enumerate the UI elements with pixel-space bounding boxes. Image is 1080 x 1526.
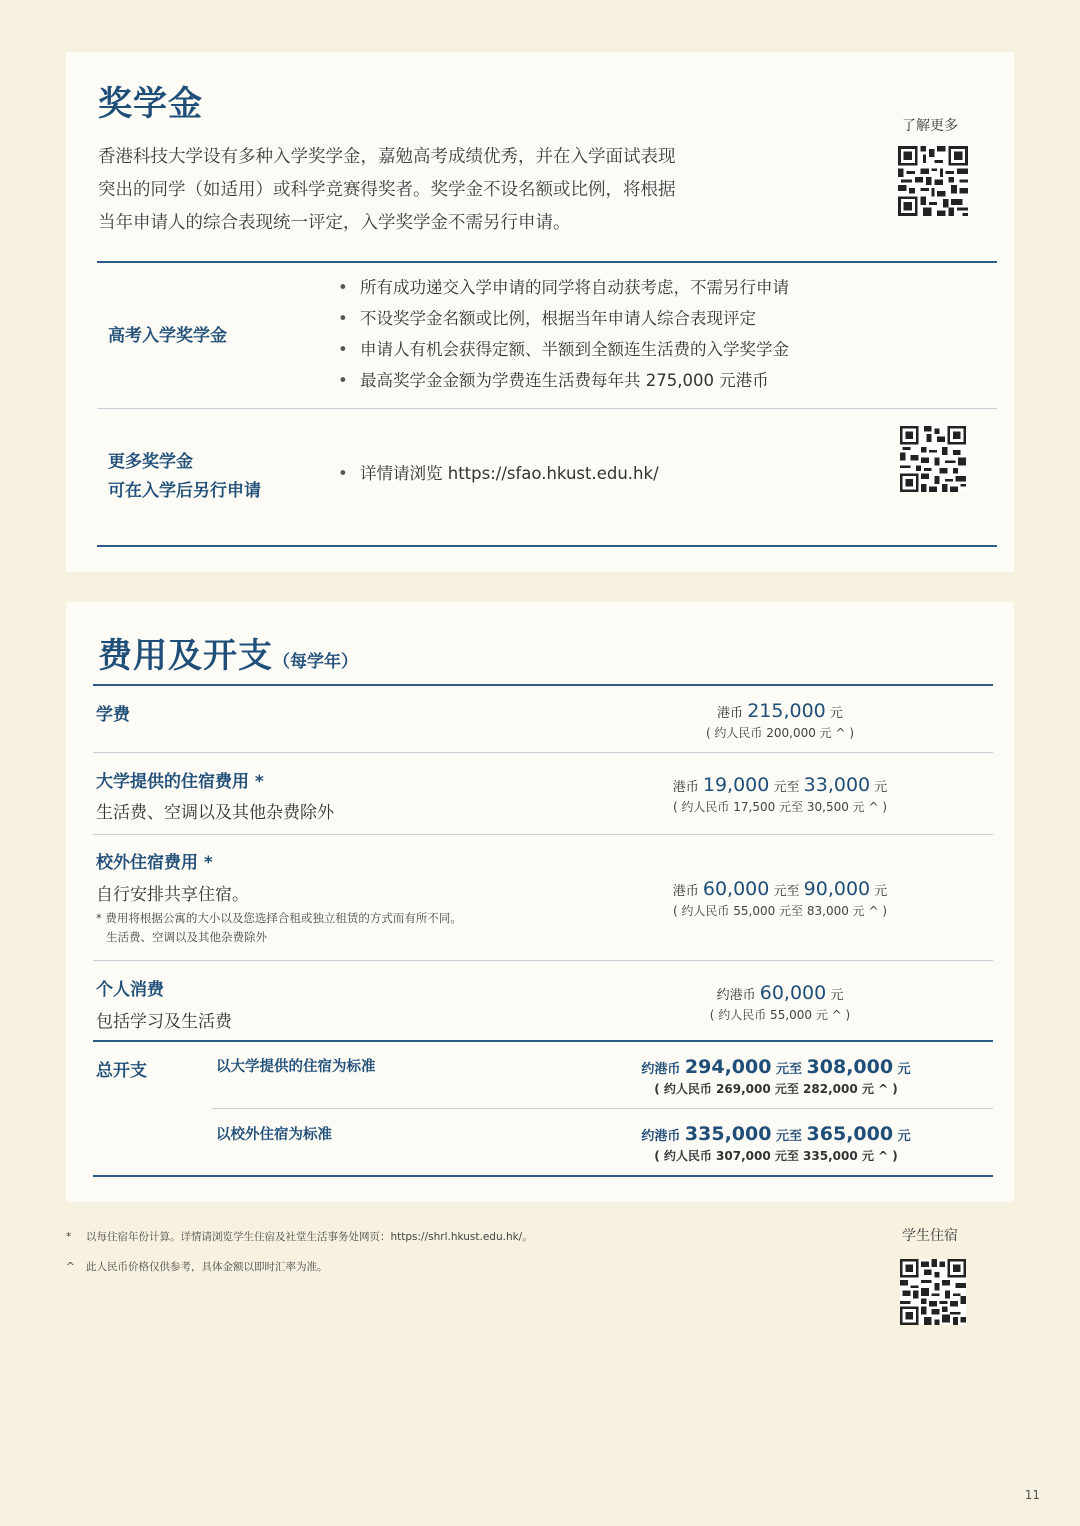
total-option-campus-label: 以大学提供的住宿为标准 bbox=[216, 1059, 376, 1075]
price-amount: 215,000 bbox=[747, 700, 826, 722]
price-mid: 元至 bbox=[773, 780, 800, 795]
intro-line: 香港科技大学设有多种入学奖学金，嘉勉高考成绩优秀，并在入学面试表现 bbox=[98, 147, 676, 167]
costs-title bbox=[98, 628, 358, 677]
total-option-offcampus-label: 以校外住宿为标准 bbox=[216, 1127, 332, 1143]
price-suffix: 元 bbox=[874, 884, 888, 899]
row-divider bbox=[93, 960, 993, 961]
price-prefix: 约港币 bbox=[716, 988, 756, 1003]
qr-code-student-housing[interactable] bbox=[900, 1259, 966, 1325]
price-prefix: 约港币 bbox=[641, 1129, 681, 1144]
price-rmb: ( 约人民币 55,000 元 ^ ) bbox=[709, 1008, 851, 1022]
intro-line: 当年申请人的综合表现统一评定，入学奖学金不需另行申请。 bbox=[98, 213, 571, 233]
learn-more-caption: 了解更多 bbox=[902, 118, 958, 134]
intro-line: 突出的同学（如适用）或科学竞赛得奖者。奖学金不设名额或比例，将根据 bbox=[98, 180, 676, 200]
price-rmb: ( 约人民币 307,000 元至 335,000 元 ^ ) bbox=[654, 1149, 898, 1163]
row-divider bbox=[93, 834, 993, 835]
note-line: 生活费、空调以及其他杂费除外 bbox=[106, 930, 267, 944]
offcampus-housing-label: 校外住宿费用 * bbox=[96, 853, 213, 873]
footnote-mark: * bbox=[66, 1231, 72, 1243]
campus-housing-sub: 生活费、空调以及其他杂费除外 bbox=[96, 803, 334, 823]
more-scholarships-bullets bbox=[338, 458, 659, 489]
qr-code-sfao[interactable] bbox=[900, 426, 966, 492]
list-item: • 最高奖学金金额为学费连生活费每年共 275,000 元港币 bbox=[338, 365, 789, 396]
label-line: 更多奖学金 bbox=[108, 452, 193, 472]
price-mid: 元至 bbox=[773, 884, 800, 899]
qr-code-learn-more[interactable] bbox=[898, 146, 968, 216]
total-option-campus-price bbox=[596, 1056, 956, 1097]
price-prefix: 港币 bbox=[672, 884, 699, 899]
price-amount2: 33,000 bbox=[803, 774, 871, 796]
price-suffix: 元 bbox=[829, 706, 843, 721]
row-divider bbox=[212, 1108, 993, 1109]
footnote-star bbox=[66, 1229, 533, 1244]
costs-title-text: 费用及开支 bbox=[98, 636, 273, 676]
price-rmb: ( 约人民币 269,000 元至 282,000 元 ^ ) bbox=[654, 1082, 898, 1096]
offcampus-note bbox=[96, 909, 462, 947]
page-number: 11 bbox=[1024, 1488, 1040, 1502]
price-prefix: 港币 bbox=[717, 706, 744, 721]
offcampus-housing-price bbox=[600, 878, 960, 919]
price-prefix: 港币 bbox=[672, 780, 699, 795]
label-line: 可在入学后另行申请 bbox=[108, 481, 261, 501]
price-amount: 60,000 bbox=[702, 878, 770, 900]
price-mid: 元至 bbox=[775, 1129, 802, 1144]
note-line: * 费用将根据公寓的大小以及您选择合租或独立租赁的方式而有所不同。 bbox=[96, 911, 462, 925]
campus-housing-price bbox=[600, 774, 960, 815]
scholarship-intro bbox=[98, 141, 676, 240]
campus-housing-label: 大学提供的住宿费用 * bbox=[96, 772, 264, 792]
sfao-link[interactable]: • 详情请浏览 https://sfao.hkust.edu.hk/ bbox=[338, 458, 659, 489]
price-amount: 294,000 bbox=[684, 1056, 772, 1078]
costs-title-suffix: （每学年） bbox=[273, 652, 358, 672]
more-scholarships-label bbox=[108, 448, 261, 506]
row-divider bbox=[93, 752, 993, 753]
total-label: 总开支 bbox=[96, 1061, 147, 1081]
price-amount: 60,000 bbox=[759, 982, 827, 1004]
total-option-offcampus-price bbox=[596, 1123, 956, 1164]
scholarship-bottom-rule bbox=[97, 545, 997, 547]
price-amount2: 90,000 bbox=[803, 878, 871, 900]
price-amount: 19,000 bbox=[702, 774, 770, 796]
tuition-label: 学费 bbox=[96, 705, 130, 725]
footnote-text: 此人民币价格仅供参考，具体金额以即时汇率为准。 bbox=[86, 1261, 328, 1273]
footnote-caret bbox=[66, 1259, 328, 1274]
tuition-price bbox=[600, 700, 960, 741]
footnote-mark: ^ bbox=[66, 1261, 75, 1273]
personal-expenses-label: 个人消费 bbox=[96, 980, 164, 1000]
scholarship-title: 奖学金 bbox=[98, 84, 203, 124]
gaokao-scholarship-label: 高考入学奖学金 bbox=[108, 326, 227, 346]
price-amount2: 365,000 bbox=[806, 1123, 894, 1145]
costs-top-rule bbox=[93, 684, 993, 686]
total-top-rule bbox=[93, 1040, 993, 1042]
list-item: • 申请人有机会获得定额、半额到全额连生活费的入学奖学金 bbox=[338, 334, 789, 365]
price-rmb: ( 约人民币 17,500 元至 30,500 元 ^ ) bbox=[672, 800, 888, 814]
price-suffix: 元 bbox=[830, 988, 844, 1003]
price-suffix: 元 bbox=[897, 1129, 911, 1144]
price-amount: 335,000 bbox=[684, 1123, 772, 1145]
row-divider bbox=[97, 408, 997, 409]
personal-expenses-price bbox=[600, 982, 960, 1023]
price-rmb: ( 约人民币 55,000 元至 83,000 元 ^ ) bbox=[672, 904, 888, 918]
price-suffix: 元 bbox=[897, 1062, 911, 1077]
list-item: • 所有成功递交入学申请的同学将自动获考虑，不需另行申请 bbox=[338, 272, 789, 303]
price-suffix: 元 bbox=[874, 780, 888, 795]
offcampus-housing-sub: 自行安排共享住宿。 bbox=[96, 885, 249, 905]
price-prefix: 约港币 bbox=[641, 1062, 681, 1077]
footnote-text: 以每住宿年份计算。详情请浏览学生住宿及社堂生活事务处网页：https://shrl.hkust.edu.hk/。 bbox=[86, 1231, 533, 1243]
gaokao-scholarship-bullets bbox=[338, 272, 789, 396]
price-amount2: 308,000 bbox=[806, 1056, 894, 1078]
price-rmb: ( 约人民币 200,000 元 ^ ) bbox=[705, 726, 855, 740]
list-item: • 不设奖学金名额或比例，根据当年申请人综合表现评定 bbox=[338, 303, 789, 334]
scholarship-top-rule bbox=[97, 261, 997, 263]
student-housing-caption: 学生住宿 bbox=[902, 1228, 958, 1244]
personal-expenses-sub: 包括学习及生活费 bbox=[96, 1012, 232, 1032]
price-mid: 元至 bbox=[775, 1062, 802, 1077]
costs-bottom-rule bbox=[93, 1175, 993, 1177]
